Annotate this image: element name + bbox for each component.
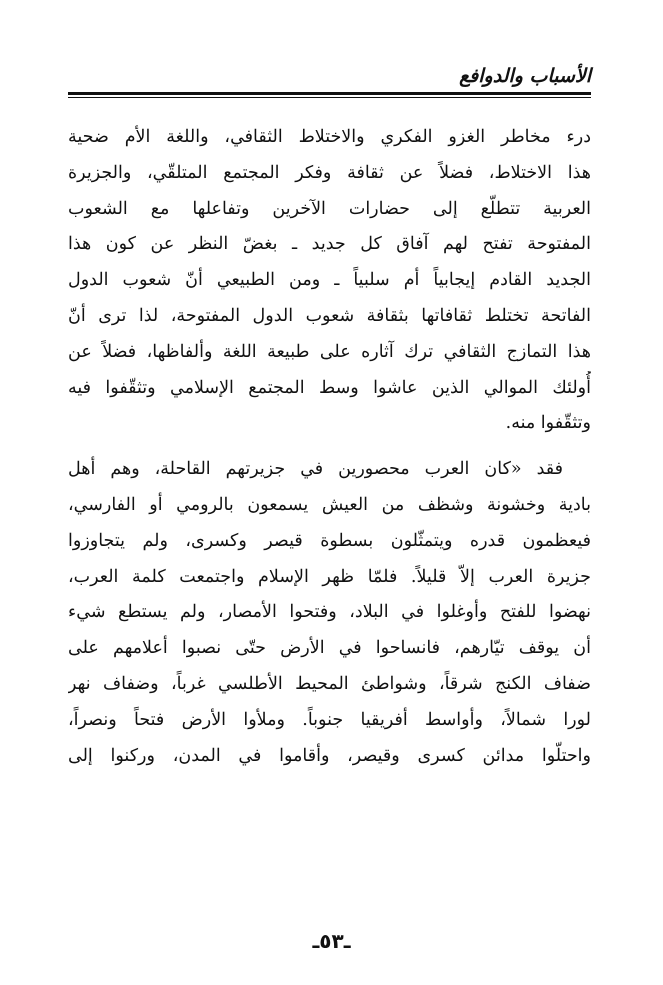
text-line: ضفاف الكنج شرقاً، وشواطئ المحيط الأطلسي غرباً، وضفاف نهر [68,673,591,694]
text-line: الجديد القادم إيجابياً أم سلبياً ـ ومن الطبيعي أنّ شعوب الدول [68,270,591,291]
text-line: أن يوقف تيّارهم، فانساحوا في الأرض حتّى نصبوا أعلامهم على [68,638,591,659]
text-line: بادية وخشونة وشظف من العيش يسمعون بالرومي أو الفارسي، [68,494,591,515]
chapter-title: الأسباب والدوافع [459,65,591,87]
text-line: لورا شمالاً، وأواسط أفريقيا جنوباً. وملأوا الأرض فتحاً ونصراً، [68,709,591,730]
running-header [68,62,591,102]
text-line: جزيرة العرب إلاّ قليلاً. فلمّا ظهر الإسلام واجتمعت كلمة العرب، [68,566,591,587]
text-line: هذا التمازج الثقافي ترك آثاره على طبيعة اللغة وألفاظها، فضلاً عن [68,341,591,362]
text-line: واحتلّوا مدائن كسرى وقيصر، وأقاموا في المدن، وركنوا إلى [68,745,591,766]
paragraph-gap [68,442,591,452]
text-line: درء مخاطر الغزو الفكري والاختلاط الثقافي، واللغة الأم ضحية [68,127,591,147]
text-line: فقد «كان العرب محصورين في جزيرتهم القاحلة، وهم أهل [68,459,563,480]
text-line: أُولئك الموالي الذين عاشوا وسط المجتمع الإسلامي وتثقّفوا فيه [68,377,591,398]
header-rule-thin [68,97,591,98]
header-rule-thick [68,92,591,95]
text-line: وتثقّفوا منه. [505,413,591,434]
paragraph-2 [68,452,591,774]
text-line: الفاتحة تختلط ثقافاتها بثقافة شعوب الدول المفتوحة، لذا ترى أنّ [68,305,591,326]
text-line: العربية تتطلّع إلى حضارات الآخرين وتفاعلها مع الشعوب [68,198,591,219]
body-text [68,120,591,774]
text-line: المفتوحة تفتح لهم آفاق كل جديد ـ بغضّ النظر عن كون هذا [68,234,591,255]
text-line: فيعظمون قدره ويتمثّلون بسطوة قيصر وكسرى، ولم يتجاوزوا [68,530,591,551]
page-number: ـ٥٣ـ [312,929,351,953]
text-line: هذا الاختلاط، فضلاً عن ثقافة وفكر المجتمع المتلقّي، والجزيرة [68,162,591,183]
paragraph-1 [68,120,591,442]
text-line: نهضوا للفتح وأوغلوا في البلاد، وفتحوا الأمصار، ولم يستطع شيء [68,602,591,623]
